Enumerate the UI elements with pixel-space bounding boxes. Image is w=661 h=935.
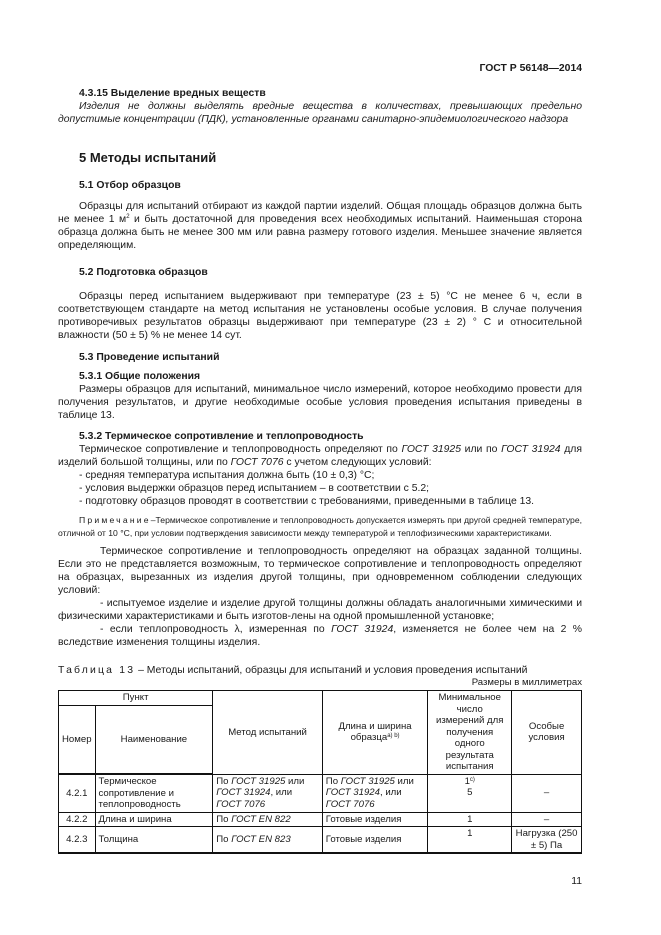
table-units: Размеры в миллиметрах [471, 677, 582, 688]
text: По [216, 775, 232, 787]
cell-special: – [512, 774, 582, 812]
text: Образцы для испытаний отбирают из каждой партии изделий. Общая площадь образцов должна быть не менее 1 м [58, 201, 582, 225]
cell-special: Нагрузка (250 ± 5) Па [512, 827, 582, 854]
section-5-1 [58, 179, 582, 252]
cell-number: 4.2.2 [59, 812, 96, 827]
section-text [58, 200, 582, 252]
note [58, 514, 582, 539]
bullet [58, 623, 582, 649]
section-text: Размеры образцов для испытаний, минимальное число измерений, которое необходимо провести для получения результатов, и другие необходимые особые условия проведения испытания приведены в таблице 13. [58, 384, 582, 421]
superscript: 2 [126, 214, 130, 220]
list-item: - условия выдержки образцов перед испытанием – в соответствии с 5.2; [79, 483, 430, 494]
cell-name: Толщина [95, 827, 213, 854]
standard-ref: ГОСТ 31925 [401, 444, 461, 455]
paragraph: Термическое сопротивление и теплопроводность определяют на образцах заданной толщины. Если это не представляется возможным, то термическое сопротивление и теплопроводность определяют на образцах, вырезанных из изделия другой толщины, при одновременном соблюдении следующих условий: [58, 546, 582, 596]
cell-method [213, 812, 323, 827]
cell-method [213, 827, 323, 854]
text: , или [270, 787, 293, 799]
header-special: Особые условия [512, 691, 582, 775]
text: с учетом следующих условий: [283, 457, 432, 468]
caption-text: – Методы испытаний, образцы для испытаний и условия проведения испытаний [135, 665, 528, 676]
header-name: Наименование [95, 705, 213, 774]
text: и быть достаточной для проведения всех необходимых испытаний. Наименьшая сторона образца должна быть не менее 300 мм или равна размеру готового изделия. Меньшее значение является определяющим. [58, 214, 582, 251]
section-title: 5.3.1 Общие положения [79, 371, 201, 382]
section-text: Изделия не должны выделять вредные вещества в количествах, превышающих предельно допустимые концентрации (ПДК), установленные органами санитарно-эпидемиологического надзора [58, 101, 582, 125]
section-5-3-title: 5.3 Проведение испытаний [79, 352, 220, 363]
cell-min: 1 [428, 827, 512, 854]
cell-min [428, 774, 512, 812]
standard-ref: ГОСТ 31924 [501, 444, 561, 455]
text: 1 [464, 775, 470, 787]
text: Длина и ширина образца [338, 720, 412, 744]
cell-method [213, 774, 323, 812]
text: 5 [467, 787, 473, 798]
section-title: 5.1 Отбор образцов [79, 180, 181, 191]
note-text: –Термическое сопротивление и теплопроводность допускается измерять при другой средней температуре, отличной от 10 °С, при условии подтверждения зависимости между температурой и теплофизическими характеристиками. [58, 515, 582, 538]
table-row [59, 812, 582, 827]
cell-size: Готовые изделия [322, 827, 428, 854]
cell-special: – [512, 812, 582, 827]
page-number: 11 [571, 876, 582, 887]
text: По [216, 813, 232, 825]
cell-number: 4.2.1 [59, 774, 96, 812]
standard-ref: ГОСТ EN 823 [231, 833, 291, 845]
cell-name: Термическое сопротивление и теплопроводность [95, 774, 213, 812]
table-13 [58, 690, 582, 854]
section-4-3-15 [58, 87, 582, 126]
standard-ref: ГОСТ EN 822 [231, 813, 291, 825]
cell-min: 1 [428, 812, 512, 827]
standard-ref: ГОСТ 7076 [216, 798, 266, 810]
standard-ref: ГОСТ 31924 [216, 787, 271, 799]
section-title: 4.3.15 Выделение вредных веществ [79, 88, 266, 99]
section-5-3-2 [58, 430, 582, 649]
text: или по [460, 444, 502, 455]
cell-size: Готовые изделия [322, 812, 428, 827]
standard-ref: ГОСТ 7076 [325, 798, 375, 810]
section-5-3-1 [58, 370, 582, 422]
header-number: Номер [59, 705, 96, 774]
superscript: c) [469, 776, 475, 783]
standard-ref: ГОСТ 31924 [325, 787, 380, 799]
text: или [285, 775, 305, 787]
list-item: - подготовку образцов проводят в соответствии с требованиями, приведенными в таблице 13. [79, 496, 535, 507]
header-min: Минимальное число измерений для получения одного результата испытания [428, 691, 512, 775]
text: или [394, 775, 414, 787]
standard-ref: ГОСТ 31925 [231, 775, 286, 787]
section-title: 5.3.2 Термическое сопротивление и теплопроводность [79, 431, 364, 442]
cell-size [322, 774, 428, 812]
bullet: - испытуемое изделие и изделие другой толщины должны обладать аналогичными химическими и физическими характеристиками и быть изготов-лены на одной промышленной установке; [58, 598, 582, 622]
text: - если теплопроводность λ, измеренная по [100, 624, 332, 635]
note-label: Примечание [79, 515, 151, 525]
table-row [59, 774, 582, 812]
section-text: Образцы перед испытанием выдерживают при температуре (23 ± 5) °С не менее 6 ч, если в соответствующем стандарте на метод испытания не установлены особые условия. В случае получения противоречивых результатов образцы выдерживают при температуре (23 ± 2) ° С и относительной влажности (50 ± 5) % не менее 14 сут. [58, 291, 582, 341]
text: , или [379, 787, 402, 799]
superscript: a) b) [387, 733, 400, 740]
text: Термическое сопротивление и теплопроводность определяют по [79, 444, 402, 455]
text: По [325, 775, 341, 787]
list-item: - средняя температура испытания должна быть (10 ± 0,3) °С; [79, 470, 375, 481]
standard-ref: ГОСТ 31924 [331, 624, 394, 635]
section-5-2 [58, 266, 582, 342]
text: , изменяется не более чем на 2 % вследствие изменения толщины изделия. [58, 624, 582, 648]
document-header: ГОСТ Р 56148—2014 [479, 63, 582, 74]
section-text [58, 443, 582, 469]
table-row [59, 827, 582, 854]
standard-ref: ГОСТ 31925 [340, 775, 395, 787]
cell-name: Длина и ширина [95, 812, 213, 827]
cell-number: 4.2.3 [59, 827, 96, 854]
text: для изделий большой толщины, или по [58, 444, 582, 468]
caption-label: Таблица 13 [58, 665, 136, 676]
text: По [216, 833, 232, 845]
standard-ref: ГОСТ 7076 [230, 457, 284, 468]
header-punkt: Пункт [59, 691, 213, 706]
header-method: Метод испытаний [213, 691, 323, 775]
section-title: 5.2 Подготовка образцов [79, 267, 208, 278]
header-size [322, 691, 428, 775]
section-5-title: 5 Методы испытаний [79, 150, 217, 165]
